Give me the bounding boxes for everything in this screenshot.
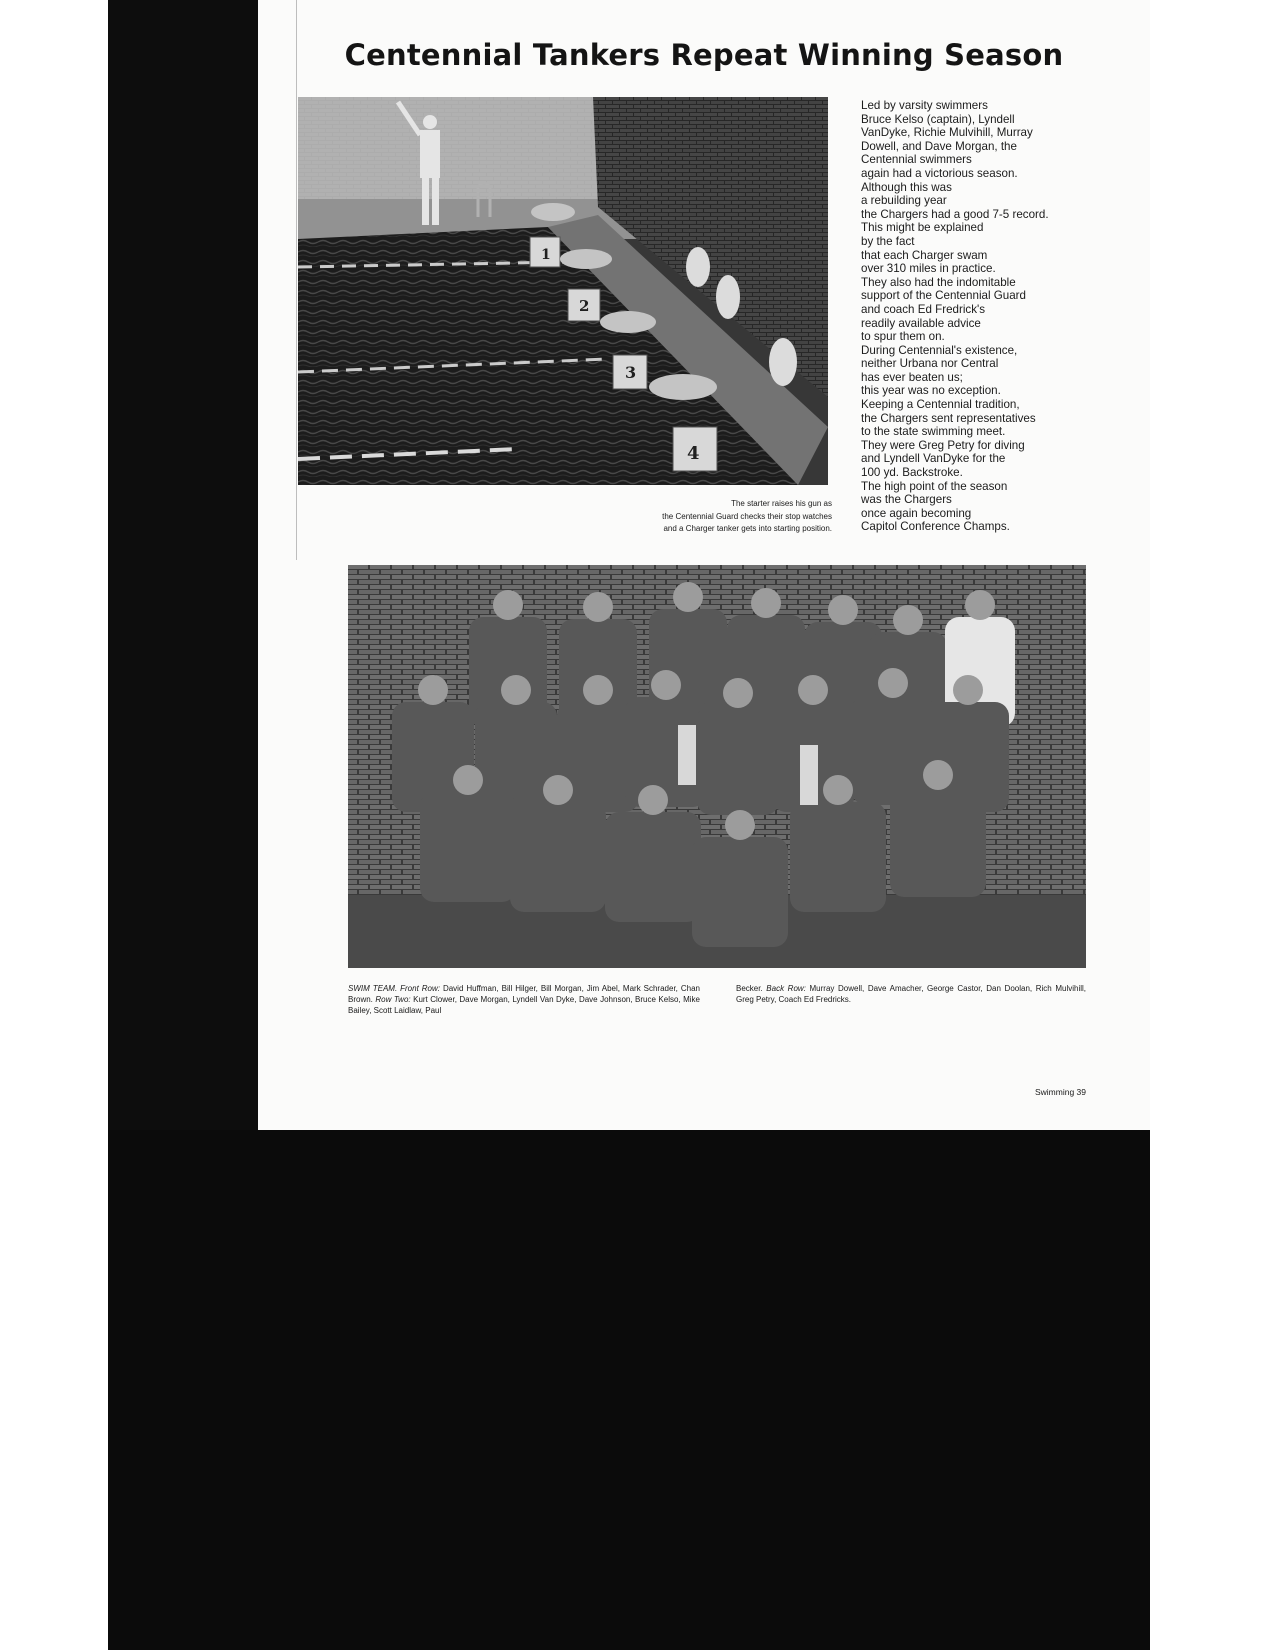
trophy (800, 745, 818, 805)
body-line: the Chargers had a good 7-5 record. (861, 207, 1049, 221)
caption-row-two: Kurt Clower, Dave Morgan, Lyndell Van Dyke, Dave Johnson, Bruce Kelso, Mike Bailey, Scott Laidlaw, Paul (348, 995, 701, 1015)
team-member-head (651, 670, 681, 700)
caption-row-two-end: Becker. (736, 984, 763, 993)
body-line: The high point of the season (861, 479, 1008, 493)
block-number-2: 2 (579, 297, 590, 315)
team-member-head (543, 775, 573, 805)
body-line: Capitol Conference Champs. (861, 520, 1010, 534)
trophy (678, 725, 696, 785)
team-member-figure (605, 812, 701, 922)
body-line: Although this was (861, 180, 952, 194)
team-member-head (723, 678, 753, 708)
team-member-head (493, 590, 523, 620)
body-line: readily available advice (861, 316, 981, 330)
team-member-head (501, 675, 531, 705)
body-line: They also had the indomitable (861, 275, 1016, 289)
team-member-figure (510, 802, 606, 912)
team-member-head (583, 675, 613, 705)
body-line: Bruce Kelso (captain), Lyndell (861, 112, 1015, 126)
body-line: that each Charger swam (861, 248, 988, 262)
team-member-figure (692, 837, 788, 947)
team-member-head (453, 765, 483, 795)
body-line: During Centennial's existence, (861, 343, 1018, 357)
body-line: this year was no exception. (861, 384, 1001, 398)
body-line: and coach Ed Fredrick's (861, 302, 986, 316)
swim-start-photo (298, 97, 828, 485)
team-member-head (583, 592, 613, 622)
team-member-head (965, 590, 995, 620)
caption-line: the Centennial Guard checks their stop watches (662, 511, 832, 521)
page-edge-line (296, 0, 297, 560)
team-member-head (725, 810, 755, 840)
team-caption-right (736, 983, 1086, 1005)
body-line: was the Chargers (861, 493, 952, 507)
body-line: support of the Centennial Guard (861, 289, 1026, 303)
team-member-head (953, 675, 983, 705)
body-line: They were Greg Petry for diving (861, 438, 1025, 452)
body-line: over 310 miles in practice. (861, 262, 996, 276)
page-title: Centennial Tankers Repeat Winning Season (344, 38, 1064, 72)
caption-back-row: Murray Dowell, Dave Amacher, George Castor, Dan Doolan, Rich Mulvihill, Greg Petry, Coach Ed Fredricks. (736, 984, 1086, 1004)
block-number-3: 3 (625, 363, 637, 382)
caption-front-row: David Huffman, Bill Hilger, Bill Morgan, Jim Abel, Mark Schrader, Chan Brown. (348, 984, 700, 1004)
caption-lead: SWIM TEAM. (348, 984, 398, 993)
caption-line: The starter raises his gun as (731, 499, 832, 508)
body-line: by the fact (861, 234, 915, 248)
team-member-head (893, 605, 923, 635)
team-member-figure (790, 802, 886, 912)
body-line: Centennial swimmers (861, 153, 972, 167)
team-member-head (823, 775, 853, 805)
team-member-head (798, 675, 828, 705)
body-line: VanDyke, Richie Mulvihill, Murray (861, 126, 1033, 140)
article-body (861, 99, 1121, 534)
body-line: a rebuilding year (861, 194, 947, 208)
body-line: This might be explained (861, 221, 984, 235)
yearbook-page (258, 0, 1150, 1130)
body-line: and Lyndell VanDyke for the (861, 452, 1006, 466)
body-line: 100 yd. Backstroke. (861, 466, 963, 480)
body-line: again had a victorious season. (861, 166, 1018, 180)
caption-row-two-label: Row Two: (375, 995, 411, 1004)
page-footer: Swimming 39 (1034, 1087, 1086, 1097)
team-member-head (638, 785, 668, 815)
body-line: to spur them on. (861, 330, 945, 344)
body-line: Keeping a Centennial tradition, (861, 398, 1020, 412)
body-line: to the state swimming meet. (861, 425, 1006, 439)
body-line: Led by varsity swimmers (861, 99, 988, 112)
team-member-head (673, 582, 703, 612)
team-member-figure (697, 705, 779, 815)
photo1-caption (554, 498, 832, 536)
team-member-head (751, 588, 781, 618)
body-line: the Chargers sent representatives (861, 411, 1036, 425)
team-caption-left (348, 983, 700, 1016)
team-member-figure (420, 792, 516, 902)
caption-back-label: Back Row: (766, 984, 806, 993)
body-line: once again becoming (861, 506, 972, 520)
caption-front-label: Front Row: (400, 984, 440, 993)
scan-margin-dark (108, 0, 258, 1130)
body-line: has ever beaten us; (861, 370, 963, 384)
body-line: Dowell, and Dave Morgan, the (861, 139, 1017, 153)
body-line: neither Urbana nor Central (861, 357, 999, 371)
team-member-head (878, 668, 908, 698)
swim-team-photo (348, 565, 1086, 968)
team-member-head (418, 675, 448, 705)
team-member-figure (890, 787, 986, 897)
team-member-head (923, 760, 953, 790)
caption-line: and a Charger tanker gets into starting position. (663, 524, 832, 533)
block-number-1: 1 (541, 247, 551, 263)
team-member-head (828, 595, 858, 625)
block-number-4: 4 (687, 443, 700, 464)
